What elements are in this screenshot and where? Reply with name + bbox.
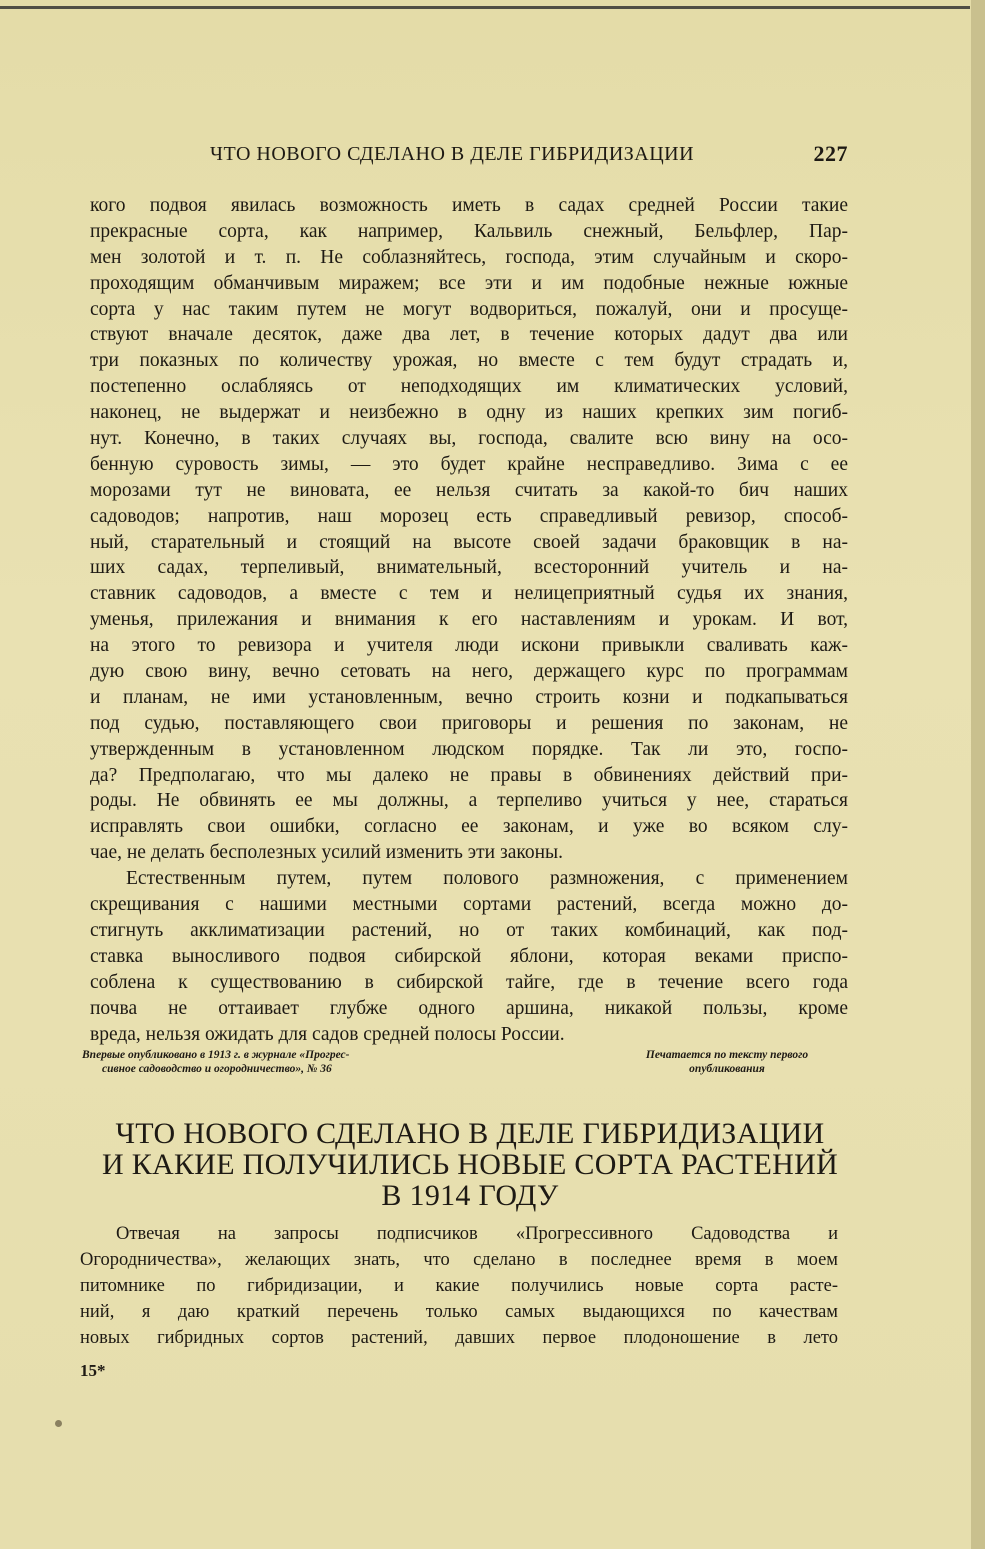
text-line: ставник садоводов, а вместе с тем и нелицеприятный судья их знания, bbox=[90, 583, 848, 605]
note-line: сивное садоводство и огородничество», № 36 bbox=[102, 1063, 332, 1075]
section-title bbox=[80, 1118, 860, 1211]
page-edge bbox=[971, 0, 985, 1549]
text-line: бенную суровость зимы, — это будет крайне несправедливо. Зима с ее bbox=[90, 453, 848, 475]
section-title-line: ЧТО НОВОГО СДЕЛАНО В ДЕЛЕ ГИБРИДИЗАЦИИ bbox=[115, 1117, 825, 1150]
signature-mark: 15* bbox=[80, 1361, 106, 1380]
text-line: утвержденным в установленном людском порядке. Так ли это, госпо- bbox=[90, 738, 848, 760]
text-line: под судью, поставляющего свои приговоры и решения по законам, не bbox=[90, 712, 848, 734]
text-line: ставка выносливого подвоя сибирской яблони, которая веками приспо- bbox=[90, 945, 848, 967]
section-text bbox=[80, 1222, 838, 1351]
text-line: роды. Не обвинять ее мы должны, а терпеливо учиться у нее, стараться bbox=[90, 790, 848, 812]
running-header bbox=[90, 143, 848, 171]
text-line: скрещивания с нашими местными сортами растений, всегда можно до- bbox=[90, 894, 848, 916]
text-line: наконец, не выдержат и неизбежно в одну из наших крепких зим погиб- bbox=[90, 402, 848, 424]
source-notes bbox=[82, 1048, 842, 1084]
text-line: новых гибридных сортов растений, давших первое плодоношение в лето bbox=[80, 1327, 838, 1348]
running-title: ЧТО НОВОГО СДЕЛАНО В ДЕЛЕ ГИБРИДИЗАЦИИ bbox=[210, 143, 695, 165]
first-publication-note bbox=[82, 1048, 462, 1076]
text-line: ших садах, терпеливый, внимательный, всесторонний учитель и на- bbox=[90, 557, 848, 579]
page-top-rule bbox=[0, 6, 970, 9]
text-line: кого подвоя явилась возможность иметь в садах средней России такие bbox=[90, 195, 848, 216]
text-line: сорта у нас таким путем не могут водвориться, пожалуй, они и просуще- bbox=[90, 298, 848, 320]
text-line: на этого то ревизора и учителя люди искони привыкли сваливать каж- bbox=[90, 635, 848, 657]
text-line: дую свою вину, вечно сетовать на него, держащего курс по программам bbox=[90, 661, 848, 683]
text-line: да? Предполагаю, что мы далеко не правы в обвинениях действий при- bbox=[90, 764, 848, 786]
note-line: опубликования bbox=[689, 1063, 765, 1075]
text-line: Отвечая на запросы подписчиков «Прогрессивного Садоводства и bbox=[116, 1224, 838, 1244]
reprint-note bbox=[612, 1048, 842, 1076]
text-line: почва не оттаивает глубже одного аршина, никакой пользы, кроме bbox=[90, 997, 848, 1019]
ink-spot bbox=[55, 1420, 62, 1427]
page-number: 227 bbox=[813, 141, 848, 166]
text-line: ний, я даю краткий перечень только самых выдающихся по качествам bbox=[80, 1301, 838, 1322]
text-line: прекрасные сорта, как например, Кальвиль снежный, Бельфлер, Пар- bbox=[90, 220, 848, 242]
text-line: садоводов; напротив, наш морозец есть справедливый ревизор, способ- bbox=[90, 505, 848, 527]
text-line: вреда, нельзя ожидать для садов средней полосы России. bbox=[90, 1023, 565, 1045]
text-line: уменья, прилежания и внимания к его наставлениям и урокам. И вот, bbox=[90, 609, 848, 631]
text-line: мен золотой и т. п. Не соблазняйтесь, господа, этим случайным и скоро- bbox=[90, 246, 848, 268]
text-line: стигнуть акклиматизации растений, но от таких комбинаций, как под- bbox=[90, 919, 848, 941]
text-line: ный, старательный и стоящий на высоте своей задачи браковщик в на- bbox=[90, 531, 848, 553]
text-line: питомнике по гибридизации, и какие получились новые сорта расте- bbox=[80, 1275, 838, 1296]
note-line: Печатается по тексту первого bbox=[645, 1049, 809, 1061]
section-title-line: И КАКИЕ ПОЛУЧИЛИСЬ НОВЫЕ СОРТА РАСТЕНИЙ bbox=[101, 1148, 839, 1181]
text-line: ствуют вначале десяток, даже два лет, в течение которых дадут два или bbox=[90, 324, 848, 346]
text-line: морозами тут не виновата, ее нельзя считать за какой-то бич наших bbox=[90, 479, 848, 501]
main-text bbox=[90, 193, 848, 1047]
text-line: соблена к существованию в сибирской тайге, где в течение всего года bbox=[90, 971, 848, 993]
text-line: нут. Конечно, в таких случаях вы, господа, свалите всю вину на осо- bbox=[90, 428, 848, 450]
text-line: Огородничества», желающих знать, что сделано в последнее время в моем bbox=[80, 1249, 838, 1270]
text-line: Естественным путем, путем полового размножения, с применением bbox=[126, 868, 848, 890]
text-line: проходящим обманчивым миражем; все эти и им подобные нежные южные bbox=[90, 272, 848, 294]
text-line: постепенно ослабляясь от неподходящих им климатических условий, bbox=[90, 376, 848, 398]
text-line: чае, не делать бесполезных усилий изменить эти законы. bbox=[90, 842, 563, 864]
section-title-line: В 1914 ГОДУ bbox=[381, 1179, 559, 1212]
text-line: три показных по количеству урожая, но вместе с тем будут страдать и, bbox=[90, 350, 848, 372]
text-line: исправлять свои ошибки, согласно ее законам, и уже во всяком слу- bbox=[90, 816, 848, 838]
note-line: Впервые опубликовано в 1913 г. в журнале «Прогрес- bbox=[82, 1049, 350, 1061]
text-line: и планам, не ими установленным, вечно строить козни и подкапываться bbox=[90, 686, 848, 708]
